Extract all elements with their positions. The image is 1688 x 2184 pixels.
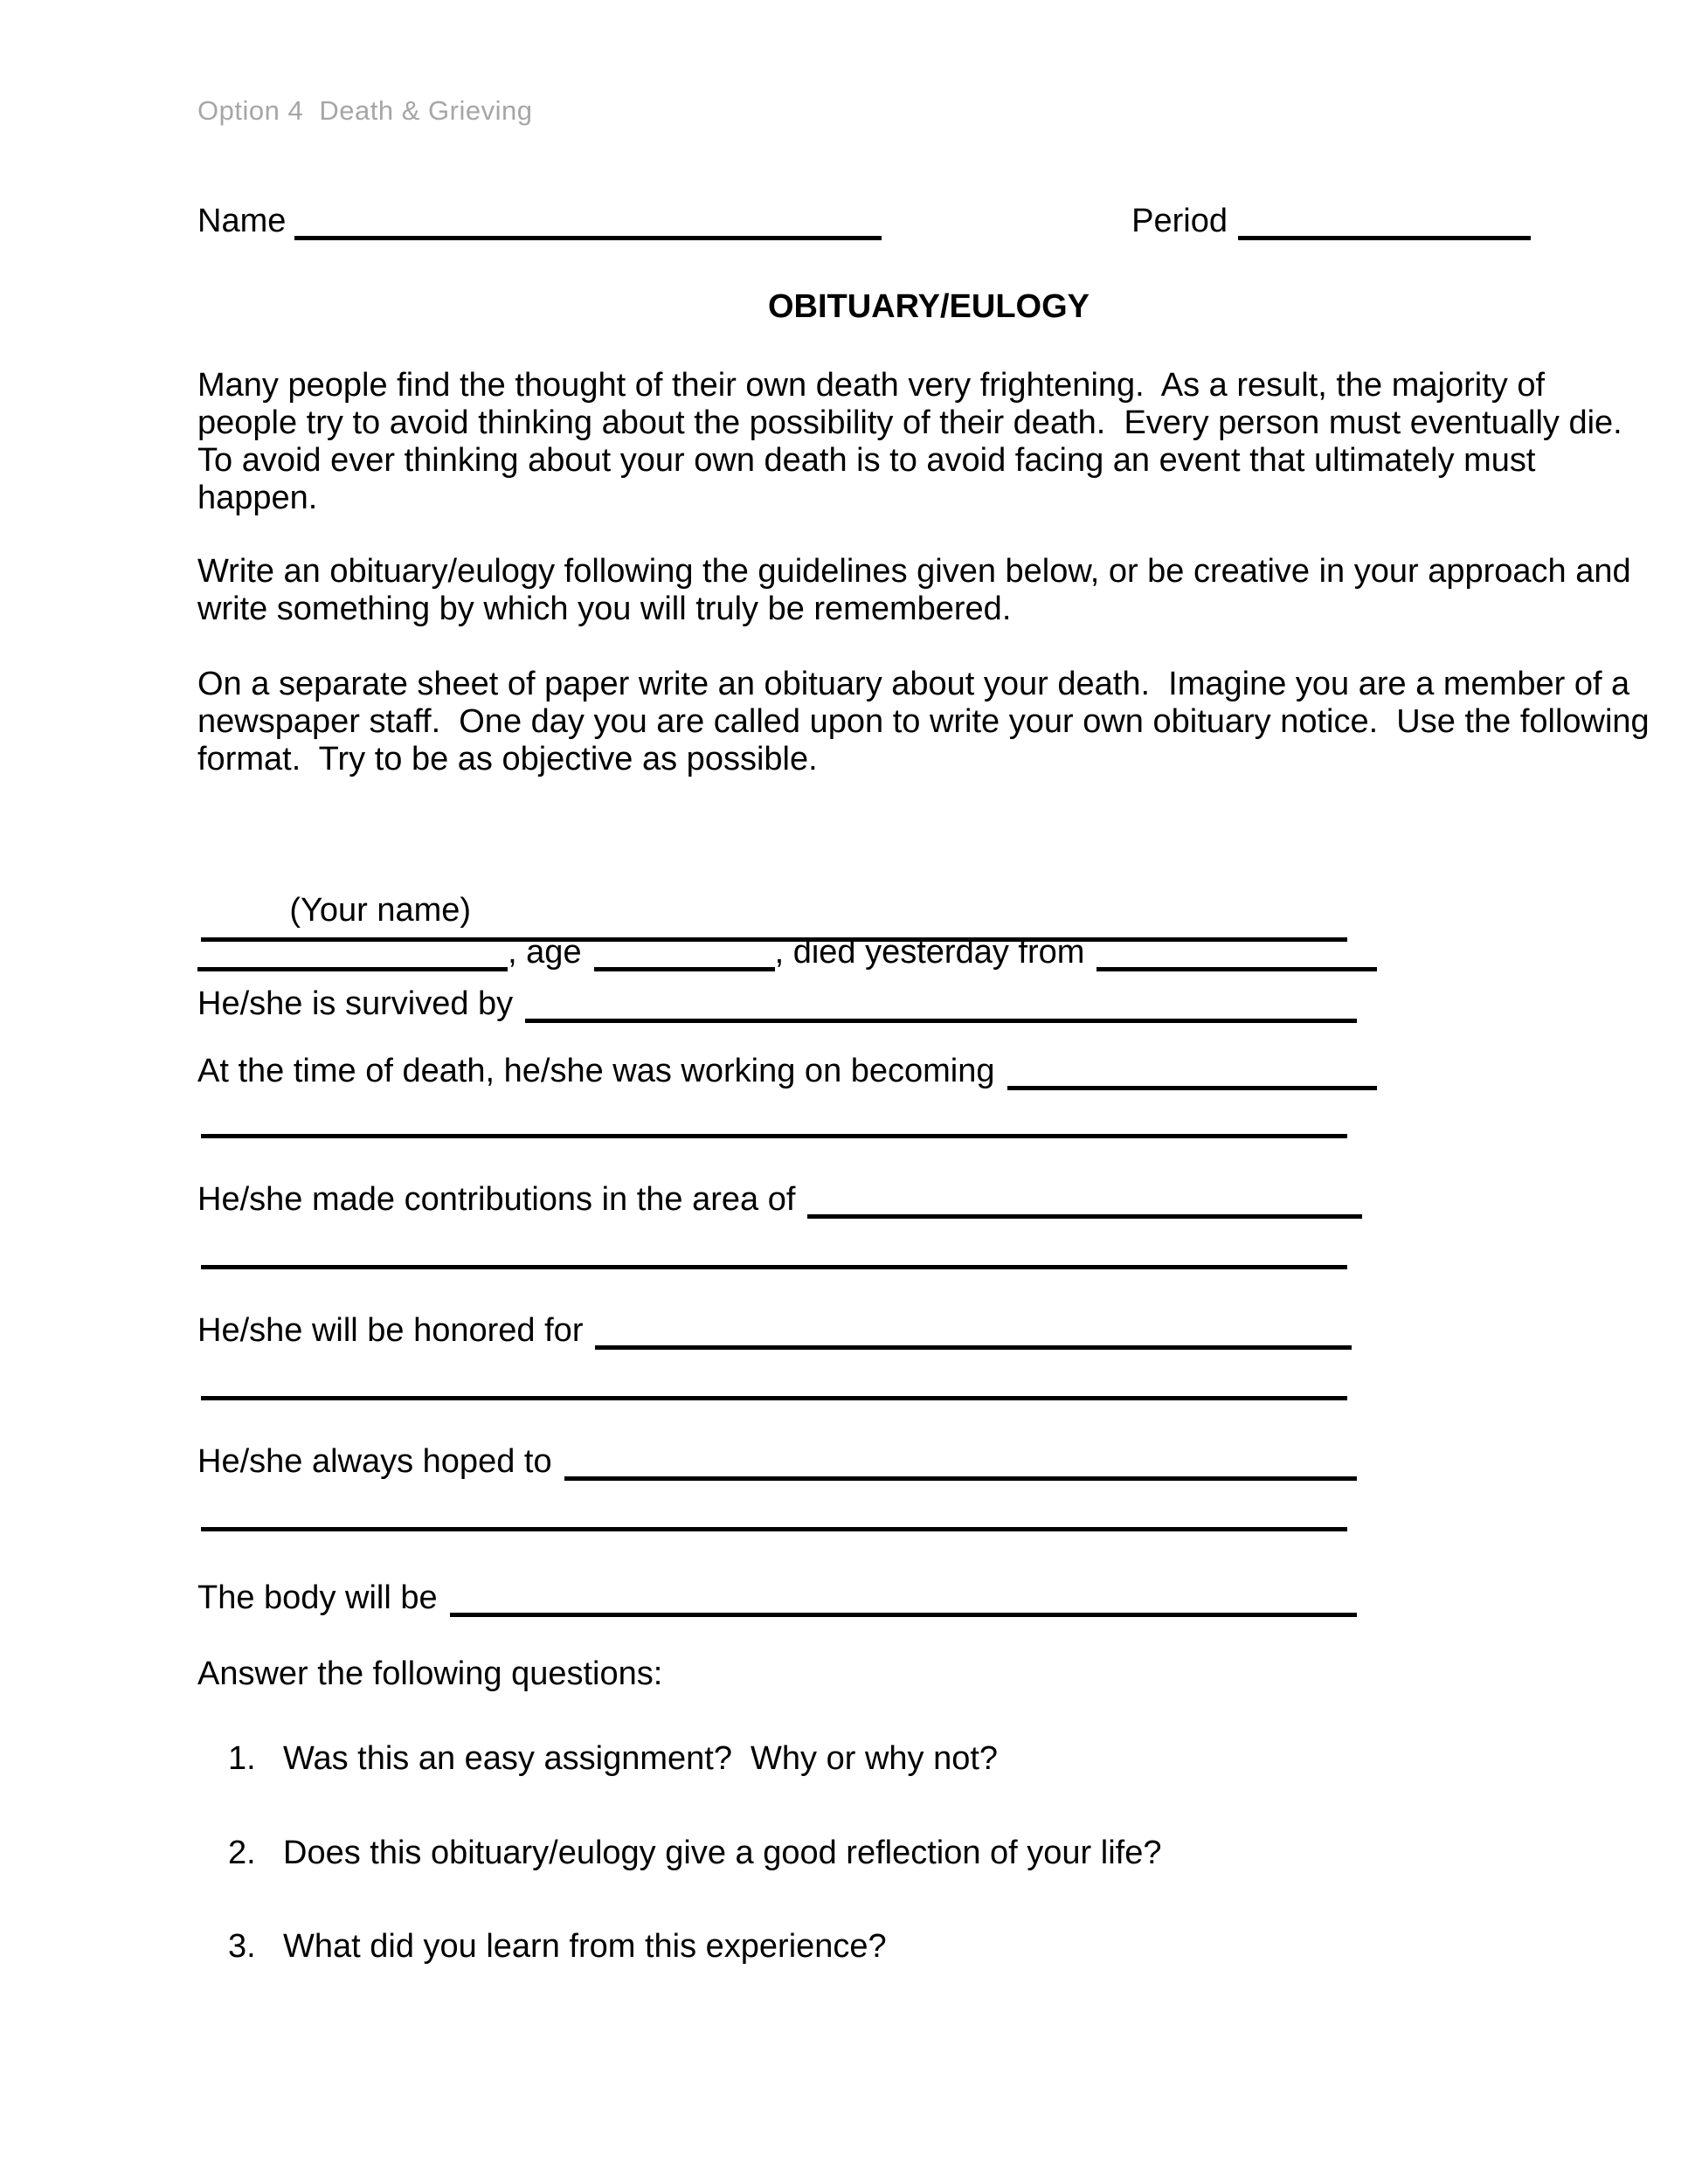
name-label: Name	[197, 203, 287, 239]
question-item-2	[228, 1835, 1161, 1872]
period-label: Period	[1131, 203, 1228, 239]
honored-for-row	[197, 1312, 1352, 1350]
body-will-be-field[interactable]	[450, 1613, 1357, 1617]
body-will-be-row	[197, 1579, 1357, 1617]
honored-for-label: He/she will be honored for	[197, 1312, 584, 1349]
contributions-field[interactable]	[807, 1214, 1362, 1219]
honored-for-field[interactable]	[595, 1345, 1352, 1350]
course-header-note: Option 4 Death & Grieving	[197, 95, 533, 126]
instructions-paragraph	[197, 553, 1631, 628]
working-on-becoming-field[interactable]	[1007, 1086, 1377, 1090]
working-on-becoming-row	[197, 1053, 1377, 1090]
survived-by-row	[197, 985, 1357, 1023]
survived-by-field[interactable]	[525, 1019, 1357, 1023]
survived-by-label: He/she is survived by	[197, 985, 514, 1022]
format-line: On a separate sheet of paper write an obituary about your death. Imagine you are a member of a	[197, 666, 1630, 702]
worksheet-title: OBITUARY/EULOGY	[767, 288, 1090, 325]
age-field[interactable]	[594, 967, 775, 971]
contributions-row	[197, 1181, 1362, 1219]
format-paragraph	[197, 666, 1650, 778]
intro-line: people try to avoid thinking about the possibility of their death. Every person must eventually die.	[197, 404, 1622, 441]
instructions-line: write something by which you will truly be remembered.	[197, 591, 1012, 627]
intro-line: Many people find the thought of their own death very frightening. As a result, the majority of	[197, 367, 1546, 404]
cause-of-death-continuation-field[interactable]	[201, 900, 1347, 942]
contributions-continuation-field[interactable]	[201, 1227, 1347, 1269]
question-1-text: Was this an easy assignment? Why or why not?	[283, 1740, 999, 1777]
question-3-number: 3.	[228, 1928, 256, 1965]
hoped-to-row	[197, 1443, 1357, 1481]
hoped-continuation-field[interactable]	[201, 1489, 1347, 1531]
cause-of-death-field[interactable]	[1097, 967, 1377, 971]
period-blank[interactable]	[1238, 236, 1531, 240]
name-blank[interactable]	[294, 236, 882, 240]
question-2-number: 2.	[228, 1835, 256, 1871]
answer-questions-heading: Answer the following questions:	[197, 1655, 663, 1692]
died-connector: , died yesterday from	[774, 934, 1085, 971]
question-item-1	[228, 1740, 998, 1778]
honored-continuation-field[interactable]	[201, 1358, 1347, 1400]
instructions-line: Write an obituary/eulogy following the guidelines given below, or be creative in your approach and	[197, 553, 1631, 590]
your-name-placeholder: (Your name)	[289, 892, 472, 929]
age-connector: , age	[508, 934, 582, 971]
hoped-to-field[interactable]	[564, 1476, 1357, 1481]
name-period-row	[197, 203, 1531, 240]
question-item-3	[228, 1928, 887, 1966]
hoped-to-label: He/she always hoped to	[197, 1443, 552, 1480]
question-1-number: 1.	[228, 1740, 256, 1777]
body-will-be-label: The body will be	[197, 1579, 438, 1616]
contributions-label: He/she made contributions in the area of	[197, 1181, 796, 1218]
format-line: newspaper staff. One day you are called upon to write your own obituary notice. Use the following	[197, 703, 1650, 740]
working-on-becoming-label: At the time of death, he/she was working on becoming	[197, 1053, 995, 1089]
question-2-text: Does this obituary/eulogy give a good reflection of your life?	[283, 1835, 1162, 1871]
intro-paragraph	[197, 367, 1622, 517]
question-3-text: What did you learn from this experience?	[283, 1928, 887, 1965]
intro-line: To avoid ever thinking about your own death is to avoid facing an event that ultimately must	[197, 442, 1536, 479]
intro-line: happen.	[197, 480, 318, 516]
becoming-continuation-field[interactable]	[201, 1096, 1347, 1138]
format-line: format. Try to be as objective as possible.	[197, 741, 818, 778]
